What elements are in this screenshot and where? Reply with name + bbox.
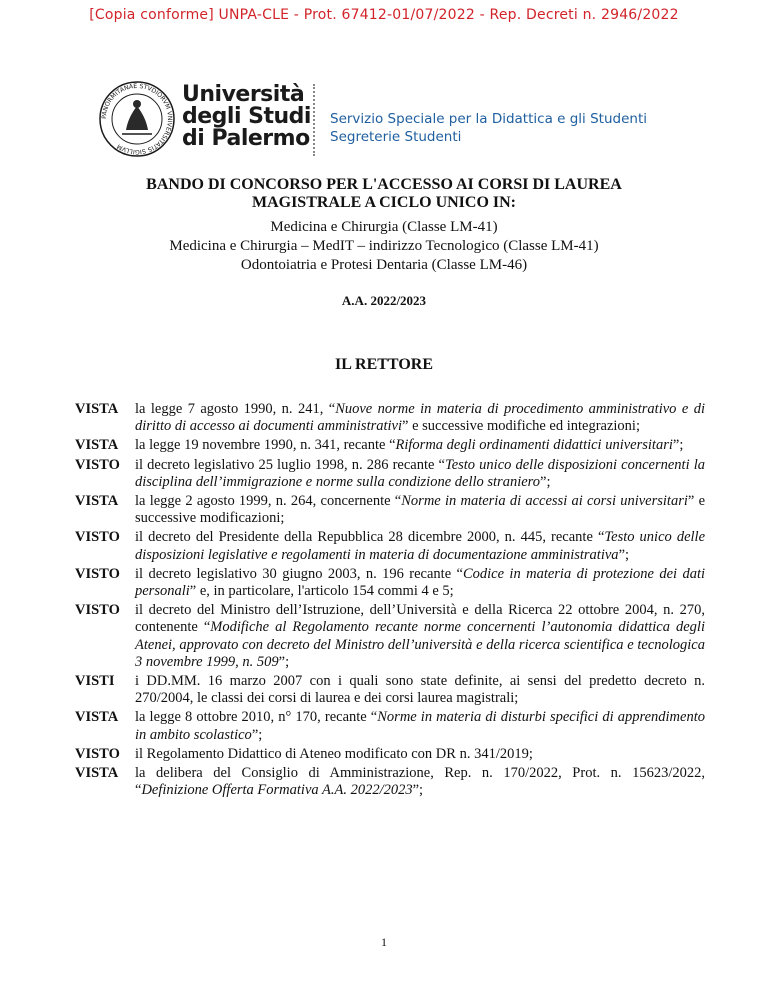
page-number: 1 bbox=[381, 935, 387, 949]
recital-text: il decreto legislativo 25 luglio 1998, n. 286 recante “Testo unico delle disposizioni concernenti la disciplina dell’immigrazione e norme sulla condizione dello straniero”; bbox=[135, 456, 705, 490]
recital-text: la delibera del Consiglio di Amministrazione, Rep. n. 170/2022, Prot. n. 15623/2022, “Definizione Offerta Formativa A.A. 2022/2023”; bbox=[135, 765, 705, 799]
section-heading: IL RETTORE bbox=[335, 356, 433, 373]
university-logo bbox=[98, 80, 311, 158]
recital-label: VISTA bbox=[75, 401, 119, 417]
recital-item bbox=[75, 673, 705, 707]
recital-text: il decreto del Ministro dell’Istruzione, dell’Università e della Ricerca 22 ottobre 2004, n. 270, contenente “Modifiche al Regolamento recante norme concernenti l’autonomia didattica degli Atenei, approvato con decreto del Ministro dell’università e della ricerca scientifica e tecnologica 3 novembre 1999, n. 509”; bbox=[135, 602, 705, 670]
recital-label: VISTA bbox=[75, 709, 119, 726]
header-divider bbox=[313, 84, 315, 156]
certified-copy-stamp: [Copia conforme] UNPA-CLE - Prot. 67412-01/07/2022 - Rep. Decreti n. 2946/2022 bbox=[89, 7, 679, 23]
recital-label: VISTA bbox=[75, 437, 119, 454]
office-line-2: Segreterie Studenti bbox=[330, 129, 462, 145]
recital-label: VISTA bbox=[75, 493, 119, 510]
recital-item bbox=[75, 437, 705, 454]
recital-item bbox=[75, 746, 705, 763]
academic-year: A.A. 2022/2023 bbox=[341, 293, 427, 308]
course-item: Odontoiatria e Protesi Dentaria (Classe LM-46) bbox=[240, 257, 528, 273]
recital-text: i DD.MM. 16 marzo 2007 con i quali sono state definite, ai sensi del predetto decreto n. 270/2004, le classi dei corsi di laurea e dei corsi laurea magistrali; bbox=[135, 673, 705, 707]
recital-label: VISTO bbox=[75, 565, 120, 582]
title-line-2: MAGISTRALE A CICLO UNICO IN: bbox=[251, 194, 517, 211]
recital-item bbox=[75, 566, 705, 600]
logo-line-1: Università bbox=[182, 82, 305, 107]
recital-label: VISTO bbox=[75, 529, 120, 546]
university-seal-icon bbox=[98, 80, 176, 158]
recital-item bbox=[75, 529, 705, 563]
office-line-1: Servizio Speciale per la Didattica e gli Studenti bbox=[330, 111, 647, 127]
recital-text: la legge 7 agosto 1990, n. 241, “Nuove norme in materia di procedimento amministrativo e di diritto di accesso ai documenti amministrativi” e successive modifiche ed integrazioni; bbox=[135, 401, 705, 435]
logo-line-2: degli Studi bbox=[182, 104, 311, 129]
recital-text: la legge 19 novembre 1990, n. 341, recante “Riforma degli ordinamenti didattici universitari”; bbox=[135, 437, 684, 454]
office-name bbox=[330, 110, 647, 146]
course-item: Medicina e Chirurgia – MedIT – indirizzo Tecnologico (Classe LM-41) bbox=[169, 238, 599, 254]
title-line-1: BANDO DI CONCORSO PER L'ACCESSO AI CORSI DI LAUREA bbox=[146, 176, 622, 193]
logo-line-3: di Palermo bbox=[182, 126, 310, 151]
course-item: Medicina e Chirurgia (Classe LM-41) bbox=[270, 219, 498, 235]
recital-label: VISTA bbox=[75, 765, 119, 782]
recital-item bbox=[75, 401, 705, 435]
recital-item bbox=[75, 493, 705, 527]
recital-label: VISTO bbox=[75, 602, 120, 619]
document-title bbox=[0, 176, 768, 212]
recital-item bbox=[75, 602, 705, 671]
recital-text: la legge 2 agosto 1999, n. 264, concernente “Norme in materia di accessi ai corsi universitari” e successive modificazioni; bbox=[135, 493, 706, 527]
recital-item bbox=[75, 457, 705, 491]
recital-label: VISTI bbox=[75, 673, 115, 690]
recital-text: il decreto del Presidente della Repubblica 28 dicembre 2000, n. 445, recante “Testo unico delle disposizioni legislative e regolamenti in materia di documentazione amministrativa”; bbox=[135, 529, 706, 563]
recitals-list bbox=[75, 401, 705, 801]
seal-text: PANORMITANAE STVDIORVM VNIVERSITATIS SIGILLVM bbox=[100, 82, 174, 156]
recital-text: la legge 8 ottobre 2010, n° 170, recante “Norme in materia di disturbi specifici di apprendimento in ambito scolastico”; bbox=[135, 709, 705, 743]
recital-item bbox=[75, 709, 705, 743]
recital-label: VISTO bbox=[75, 456, 120, 473]
recital-item bbox=[75, 765, 705, 799]
university-name bbox=[182, 84, 311, 150]
recital-label: VISTO bbox=[75, 745, 120, 762]
recital-text: il decreto legislativo 30 giugno 2003, n. 196 recante “Codice in materia di protezione dei dati personali” e, in particolare, l'articolo 154 commi 4 e 5; bbox=[135, 565, 705, 600]
course-list bbox=[0, 218, 768, 275]
recital-text: il Regolamento Didattico di Ateneo modificato con DR n. 341/2019; bbox=[135, 745, 533, 762]
